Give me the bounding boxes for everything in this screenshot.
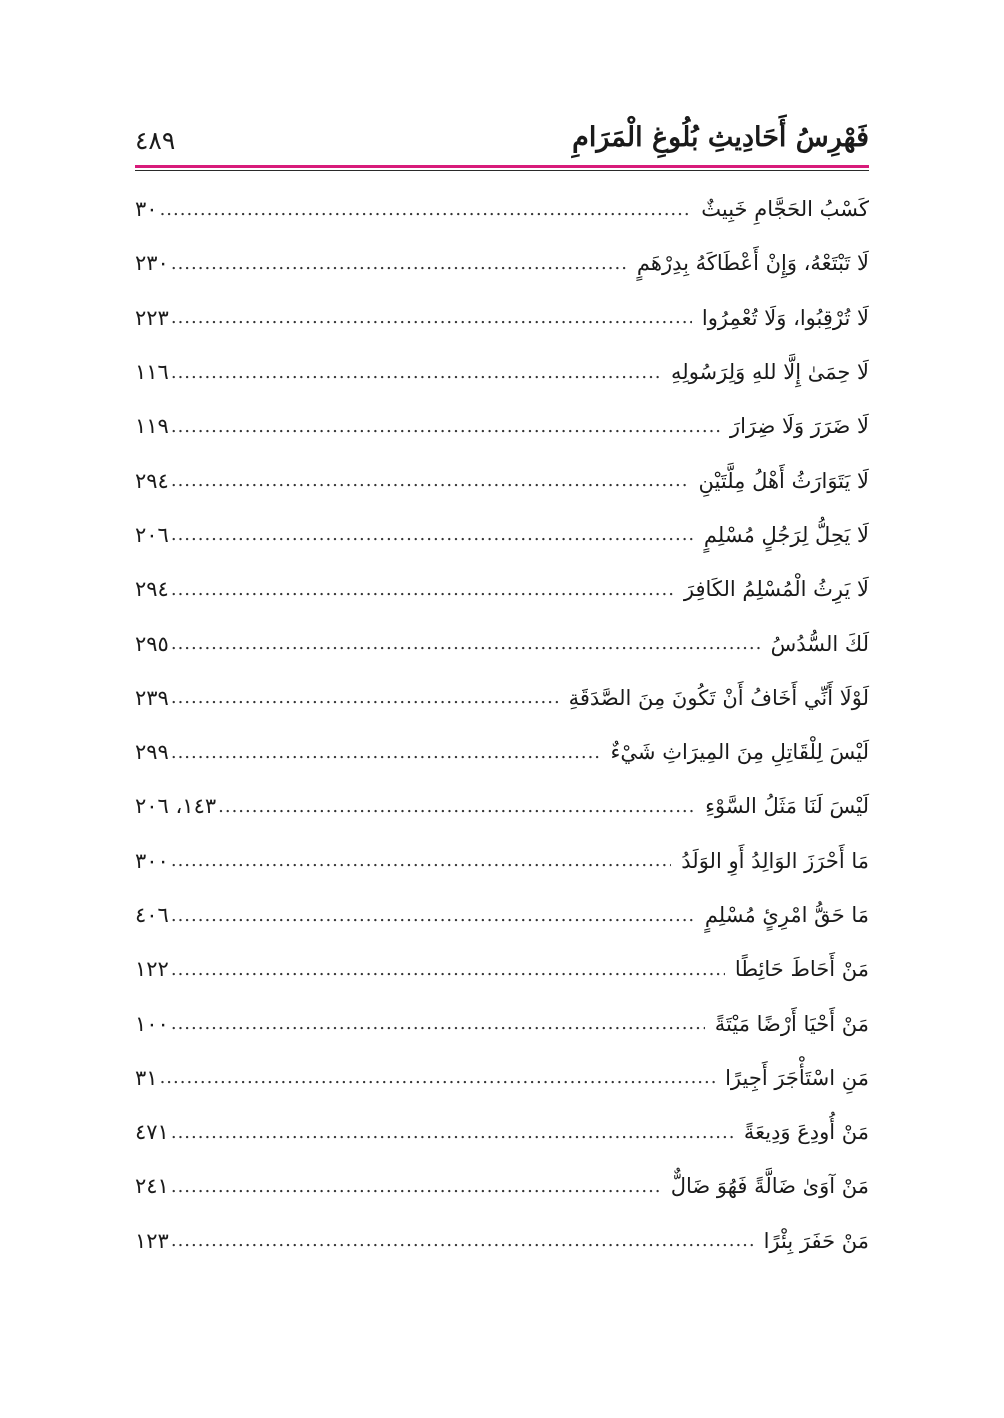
index-entry: [135, 1105, 869, 1159]
leader-dots: [171, 1122, 734, 1143]
page-reference: ٢٣٠: [135, 251, 169, 276]
index-entry: [135, 616, 869, 670]
index-entry: [135, 291, 869, 345]
hadith-text: مَا أَحْرَزَ الوَالِدُ أَوِ الوَلَدُ: [681, 848, 869, 873]
index-entry: [135, 996, 869, 1050]
leader-dots: [171, 1230, 754, 1251]
index-entry: [135, 779, 869, 833]
page-reference: ٢٩٤: [135, 577, 169, 602]
page-reference: ٢٤١: [135, 1174, 169, 1199]
hadith-text: لَا تَبْتَعْهُ، وَإِنْ أَعْطَاكَهُ بِدِرْهَمٍ: [636, 251, 869, 276]
leader-dots: [171, 253, 627, 274]
page-reference: ٤٧١: [135, 1120, 169, 1145]
page-reference: ١٤٣، ٢٠٦: [135, 794, 217, 819]
page-reference: ١٠٠: [135, 1011, 169, 1036]
hadith-text: لَيْسَ لَنَا مَثَلُ السَّوْءِ: [705, 794, 869, 819]
hadith-text: لَا يَحِلُّ لِرَجُلٍ مُسْلِمٍ: [703, 522, 869, 547]
page-reference: ٣٠: [135, 197, 158, 222]
page-header: [135, 118, 869, 162]
leader-dots: [171, 633, 761, 654]
hadith-text: مَا حَقُّ امْرِئٍ مُسْلِمٍ: [704, 903, 869, 927]
leader-dots: [171, 905, 695, 926]
index-list: [135, 182, 869, 1268]
index-entry: [135, 562, 869, 616]
hadith-text: مَنْ آوَىٰ ضَالَّةً فَهُوَ ضَالٌّ: [670, 1174, 869, 1199]
index-entry: [135, 236, 869, 290]
leader-dots: [171, 524, 694, 545]
leader-dots: [171, 742, 601, 763]
index-entry: [135, 453, 869, 507]
leader-dots: [171, 850, 671, 871]
leader-dots: [171, 579, 674, 600]
index-entry: [135, 888, 869, 942]
page-reference: ٤٠٦: [135, 903, 169, 927]
hadith-text: لَيْسَ لِلْقَاتِلِ مِنَ المِيرَاثِ شَيْءٌ: [610, 740, 869, 765]
page-reference: ٣٠٠: [135, 848, 169, 873]
hadith-text: كَسْبُ الحَجَّامِ خَبِيثٌ: [701, 197, 869, 222]
index-entry: [135, 942, 869, 996]
index-entry: [135, 399, 869, 453]
page-reference: ٢٩٩: [135, 740, 169, 765]
leader-dots: [171, 362, 661, 383]
page-reference: ٢٢٣: [135, 305, 169, 330]
page-reference: ٢٩٥: [135, 631, 169, 656]
page-title: فَهْرِسُ أَحَادِيثِ بُلُوغِ الْمَرَامِ: [572, 122, 869, 153]
page-reference: ٢٩٤: [135, 468, 169, 493]
hadith-text: مَنْ أُودِعَ وَدِيعَةً: [743, 1120, 869, 1145]
page-reference: ١٢٣: [135, 1228, 169, 1253]
hadith-text: مَنْ أَحْيَا أَرْضًا مَيْتَةً: [714, 1011, 869, 1036]
index-entry: [135, 182, 869, 236]
index-entry: [135, 508, 869, 562]
leader-dots: [160, 199, 692, 220]
page-reference: ٢٣٩: [135, 685, 169, 710]
hadith-text: لَا تُرْقِبُوا، وَلَا تُعْمِرُوا: [701, 305, 869, 330]
index-entry: [135, 345, 869, 399]
leader-dots: [160, 1067, 716, 1088]
hadith-text: لَكَ السُّدُسُ: [770, 631, 869, 656]
index-entry: [135, 1214, 869, 1268]
leader-dots: [171, 959, 725, 980]
page-reference: ١١٦: [135, 360, 169, 385]
leader-dots: [171, 416, 720, 437]
page-number: ٤٨٩: [135, 126, 176, 155]
page-reference: ٣١: [135, 1065, 158, 1090]
hadith-text: لَوْلَا أَنِّي أَخَافُ أَنْ تَكُونَ مِنَ الصَّدَقَةِ: [568, 685, 869, 710]
page-reference: ١٢٢: [135, 957, 169, 982]
hadith-text: مَنِ اسْتَأْجَرَ أَجِيرًا: [725, 1065, 869, 1090]
leader-dots: [171, 1013, 705, 1034]
leader-dots: [171, 470, 689, 491]
index-entry: [135, 1051, 869, 1105]
leader-dots: [171, 307, 692, 328]
index-entry: [135, 671, 869, 725]
index-entry: [135, 725, 869, 779]
hadith-text: لَا حِمَىٰ إِلَّا للهِ وَلِرَسُولِهِ: [671, 360, 869, 385]
hadith-text: مَنْ أَحَاطَ حَائِطًا: [734, 957, 869, 982]
hadith-text: لَا يَرِثُ الْمُسْلِمُ الكَافِرَ: [683, 577, 869, 602]
index-entry: [135, 1159, 869, 1213]
index-entry: [135, 834, 869, 888]
hadith-text: لَا يَتَوَارَثُ أَهْلُ مِلَّتَيْنِ: [698, 468, 869, 493]
leader-dots: [171, 687, 559, 708]
header-rule-accent: [135, 165, 869, 168]
leader-dots: [171, 1176, 661, 1197]
hadith-text: لَا ضَرَرَ وَلَا ضِرَارَ: [729, 414, 869, 439]
hadith-text: مَنْ حَفَرَ بِئْرًا: [763, 1228, 869, 1253]
page-reference: ١١٩: [135, 414, 169, 439]
leader-dots: [218, 796, 695, 817]
header-rule: [135, 170, 869, 171]
page-reference: ٢٠٦: [135, 522, 169, 547]
